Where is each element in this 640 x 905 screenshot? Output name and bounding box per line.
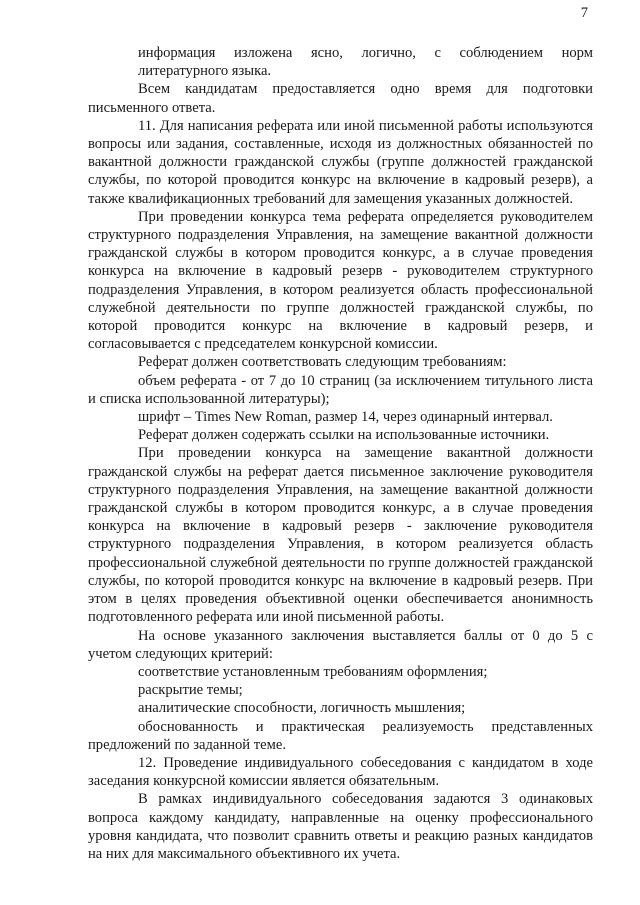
list-item: объем реферата - от 7 до 10 страниц (за исключением титульного листа и списка использованной литературы); [88, 372, 593, 407]
paragraph: При проведении конкурса тема реферата определяется руководителем структурного подразделения Управления, на замещение вакантной должности гражданской службы в котором проводится конкурс, а в случае проведения конкурса на включение в кадровый резерв - руководителем структурного подразделения Управления, в котором реализуется область профессиональной служебной деятельности по группе должностей гражданской службы, по которой проводится конкурс на включение в кадровый резерв, и согласовывается с председателем конкурсной комиссии. [88, 208, 593, 353]
paragraph: 11. Для написания реферата или иной письменной работы используются вопросы или задания, составленные, исходя из должностных обязанностей по вакантной должности гражданской службы (группе должностей гражданской службы, по которой проводится конкурс на включение в кадровый резерв), а также квалификационных требований для замещения указанных должностей. [88, 117, 593, 207]
list-item: соответствие установленным требованиям оформления; [138, 663, 488, 680]
paragraph: Реферат должен соответствовать следующим требованиям: [138, 354, 507, 371]
list-item: шрифт – Times New Roman, размер 14, через одинарный интервал. [138, 409, 553, 426]
paragraph: 12. Проведение индивидуального собеседования с кандидатом в ходе заседания конкурсной комиссии является обязательным. [88, 754, 593, 790]
page-number: 7 [580, 5, 588, 21]
body-text [88, 44, 593, 863]
paragraph: Реферат должен содержать ссылки на использованные источники. [138, 427, 550, 444]
paragraph: На основе указанного заключения выставляется баллы от 0 до 5 с учетом следующих критерий: [88, 627, 593, 662]
paragraph: При проведении конкурса на замещение вакантной должности гражданской службы на реферат дается письменное заключение руководителя структурного подразделения Управления, на замещение вакантной должности гражданской службы в котором проводится конкурс, а в случае проведения конкурса на включение в кадровый резерв - заключение руководителя структурного подразделения Управления, в котором реализуется область профессиональной служебной деятельности по группе должностей гражданской службы, по которой проводится конкурс на включение в кадровый резерв. При этом в целях проведения объективной оценки обеспечивается анонимность подготовленного реферата или иной письменной работы. [88, 445, 593, 626]
paragraph: информация изложена ясно, логично, с соблюдением норм литературного языка. [138, 45, 593, 80]
paragraph: Всем кандидатам предоставляется одно время для подготовки письменного ответа. [88, 81, 593, 116]
list-item: обоснованность и практическая реализуемость представленных предложений по заданной теме. [88, 718, 593, 753]
list-item: раскрытие темы; [138, 682, 243, 699]
paragraph: В рамках индивидуального собеседования задаются 3 одинаковых вопроса каждому кандидату, направленные на оценку профессионального уровня кандидата, что позволит сравнить ответы и реакцию разных кандидатов на них для максимального объективного их учета. [88, 791, 593, 862]
list-item: аналитические способности, логичность мышления; [138, 700, 466, 717]
